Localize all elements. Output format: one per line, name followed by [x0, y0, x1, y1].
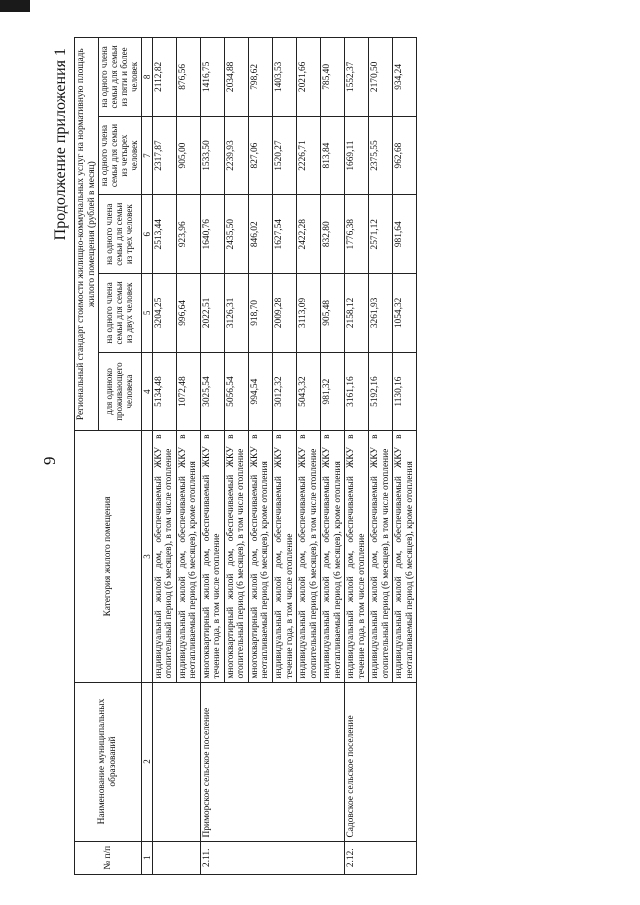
standard-value: 1640,76 — [200, 195, 224, 274]
header-sub: на одного члена семьи для семьи из двух человек — [99, 274, 142, 353]
standard-value: 2021,66 — [297, 38, 321, 117]
column-index: 8 — [141, 38, 152, 117]
standard-value: 2170,50 — [369, 38, 393, 117]
column-index: 7 — [141, 116, 152, 195]
standard-value: 905,48 — [321, 274, 345, 353]
standard-value: 3204,25 — [152, 274, 176, 353]
standard-value: 934,24 — [393, 38, 417, 117]
standard-value: 3025,54 — [200, 352, 224, 431]
housing-category: многоквартирный жилой дом, обеспечиваемый ЖКУ в неотапливаемый период (6 месяцев), кроме отопления — [248, 431, 272, 682]
standard-value: 827,06 — [248, 116, 272, 195]
standard-value: 981,32 — [321, 352, 345, 431]
standard-value: 981,64 — [393, 195, 417, 274]
column-index: 3 — [141, 431, 152, 682]
housing-category: индивидуальный жилой дом, обеспечиваемый ЖКУ в течение года, в том числе отопление — [273, 431, 297, 682]
standard-value: 905,00 — [176, 116, 200, 195]
standard-value: 5056,54 — [224, 352, 248, 431]
standard-value: 2022,51 — [200, 274, 224, 353]
table-row — [200, 38, 224, 875]
standard-value: 1072,48 — [176, 352, 200, 431]
housing-category: индивидуальный жилой дом, обеспечиваемый ЖКУ в отопительный период (6 месяцев), в том числе отопление — [152, 431, 176, 682]
table-row — [152, 38, 176, 875]
municipality-name — [152, 682, 200, 841]
standard-value: 2009,28 — [273, 274, 297, 353]
header-name: Наименование муниципальных образований — [75, 682, 142, 841]
standard-value: 2317,87 — [152, 116, 176, 195]
standard-value: 3161,16 — [345, 352, 369, 431]
page-number: 9 — [40, 456, 59, 465]
header-sub: на одного члена семьи для семьи из трех человек — [99, 195, 142, 274]
standard-value: 876,56 — [176, 38, 200, 117]
housing-category: индивидуальный жилой дом, обеспечиваемый ЖКУ в отопительный период (6 месяцев), в том числе отопление — [369, 431, 393, 682]
standard-value: 5192,16 — [369, 352, 393, 431]
housing-category: индивидуальный жилой дом, обеспечиваемый ЖКУ в течение года, в том числе отопление — [345, 431, 369, 682]
municipality-name: Садовское сельское поселение — [345, 682, 417, 841]
standard-value: 1520,27 — [273, 116, 297, 195]
table-body — [152, 38, 417, 875]
standard-value: 2513,44 — [152, 195, 176, 274]
standard-value: 994,54 — [248, 352, 272, 431]
column-index: 2 — [141, 682, 152, 841]
header-sub: на одного члена семьи для семьи из четырех человек — [99, 116, 142, 195]
housing-standards-table — [74, 37, 417, 875]
standard-value: 5134,48 — [152, 352, 176, 431]
header-group-title: Региональный стандарт стоимости жилищно-коммунальных услуг на нормативную площадь жилого помещения (рублей в месяц) — [75, 38, 99, 431]
standard-value: 923,96 — [176, 195, 200, 274]
standard-value: 1627,54 — [273, 195, 297, 274]
standard-value: 2422,28 — [297, 195, 321, 274]
table-row — [345, 38, 369, 875]
standard-value: 1416,75 — [200, 38, 224, 117]
standard-value: 1403,53 — [273, 38, 297, 117]
row-number: 2.11. — [200, 841, 344, 874]
column-index: 4 — [141, 352, 152, 431]
standard-value: 3012,32 — [273, 352, 297, 431]
housing-category: многоквартирный жилой дом, обеспечиваемый ЖКУ в течение года, в том числе отопление — [200, 431, 224, 682]
standard-value: 1552,37 — [345, 38, 369, 117]
housing-category: индивидуальный жилой дом, обеспечиваемый ЖКУ в неотапливаемый период (6 месяцев), кроме отопления — [321, 431, 345, 682]
standard-value: 962,68 — [393, 116, 417, 195]
housing-category: индивидуальный жилой дом, обеспечиваемый ЖКУ в неотапливаемый период (6 месяцев), кроме отопления — [393, 431, 417, 682]
standard-value: 785,40 — [321, 38, 345, 117]
standard-value: 2158,12 — [345, 274, 369, 353]
standard-value: 1669,11 — [345, 116, 369, 195]
housing-category: индивидуальный жилой дом, обеспечиваемый ЖКУ в отопительный период (6 месяцев), в том числе отопление — [297, 431, 321, 682]
standard-value: 1776,38 — [345, 195, 369, 274]
header-sub: для одиноко проживающего человека — [99, 352, 142, 431]
standard-value: 2571,12 — [369, 195, 393, 274]
row-number — [152, 841, 200, 874]
standard-value: 798,62 — [248, 38, 272, 117]
standard-value: 2435,50 — [224, 195, 248, 274]
header-num: № п/п — [75, 841, 142, 874]
header-sub: на одного члена семьи для семьи из пяти и более человек — [99, 38, 142, 117]
standard-value: 813,84 — [321, 116, 345, 195]
standard-value: 1130,16 — [393, 352, 417, 431]
appendix-caption: Продолжение приложения 1 — [52, 48, 69, 241]
standard-value: 996,64 — [176, 274, 200, 353]
standard-value: 846,02 — [248, 195, 272, 274]
standard-value: 2239,93 — [224, 116, 248, 195]
standard-value: 1054,32 — [393, 274, 417, 353]
column-index: 6 — [141, 195, 152, 274]
row-number: 2.12. — [345, 841, 417, 874]
standard-value: 918,70 — [248, 274, 272, 353]
column-index: 1 — [141, 841, 152, 874]
standard-value: 3261,93 — [369, 274, 393, 353]
standard-value: 1533,50 — [200, 116, 224, 195]
standard-value: 2034,88 — [224, 38, 248, 117]
standard-value: 2112,82 — [152, 38, 176, 117]
standard-value: 3113,09 — [297, 274, 321, 353]
standard-value: 3126,31 — [224, 274, 248, 353]
standard-value: 5043,32 — [297, 352, 321, 431]
housing-category: индивидуальный жилой дом, обеспечиваемый ЖКУ в неотапливаемый период (6 месяцев), кроме отопления — [176, 431, 200, 682]
municipality-name: Приморское сельское поселение — [200, 682, 344, 841]
standard-value: 2226,71 — [297, 116, 321, 195]
standard-value: 832,80 — [321, 195, 345, 274]
standard-value: 2375,55 — [369, 116, 393, 195]
column-index: 5 — [141, 274, 152, 353]
header-category: Категория жилого помещения — [75, 431, 142, 682]
housing-category: многоквартирный жилой дом, обеспечиваемый ЖКУ в отопительный период (6 месяцев), в том числе отопление — [224, 431, 248, 682]
